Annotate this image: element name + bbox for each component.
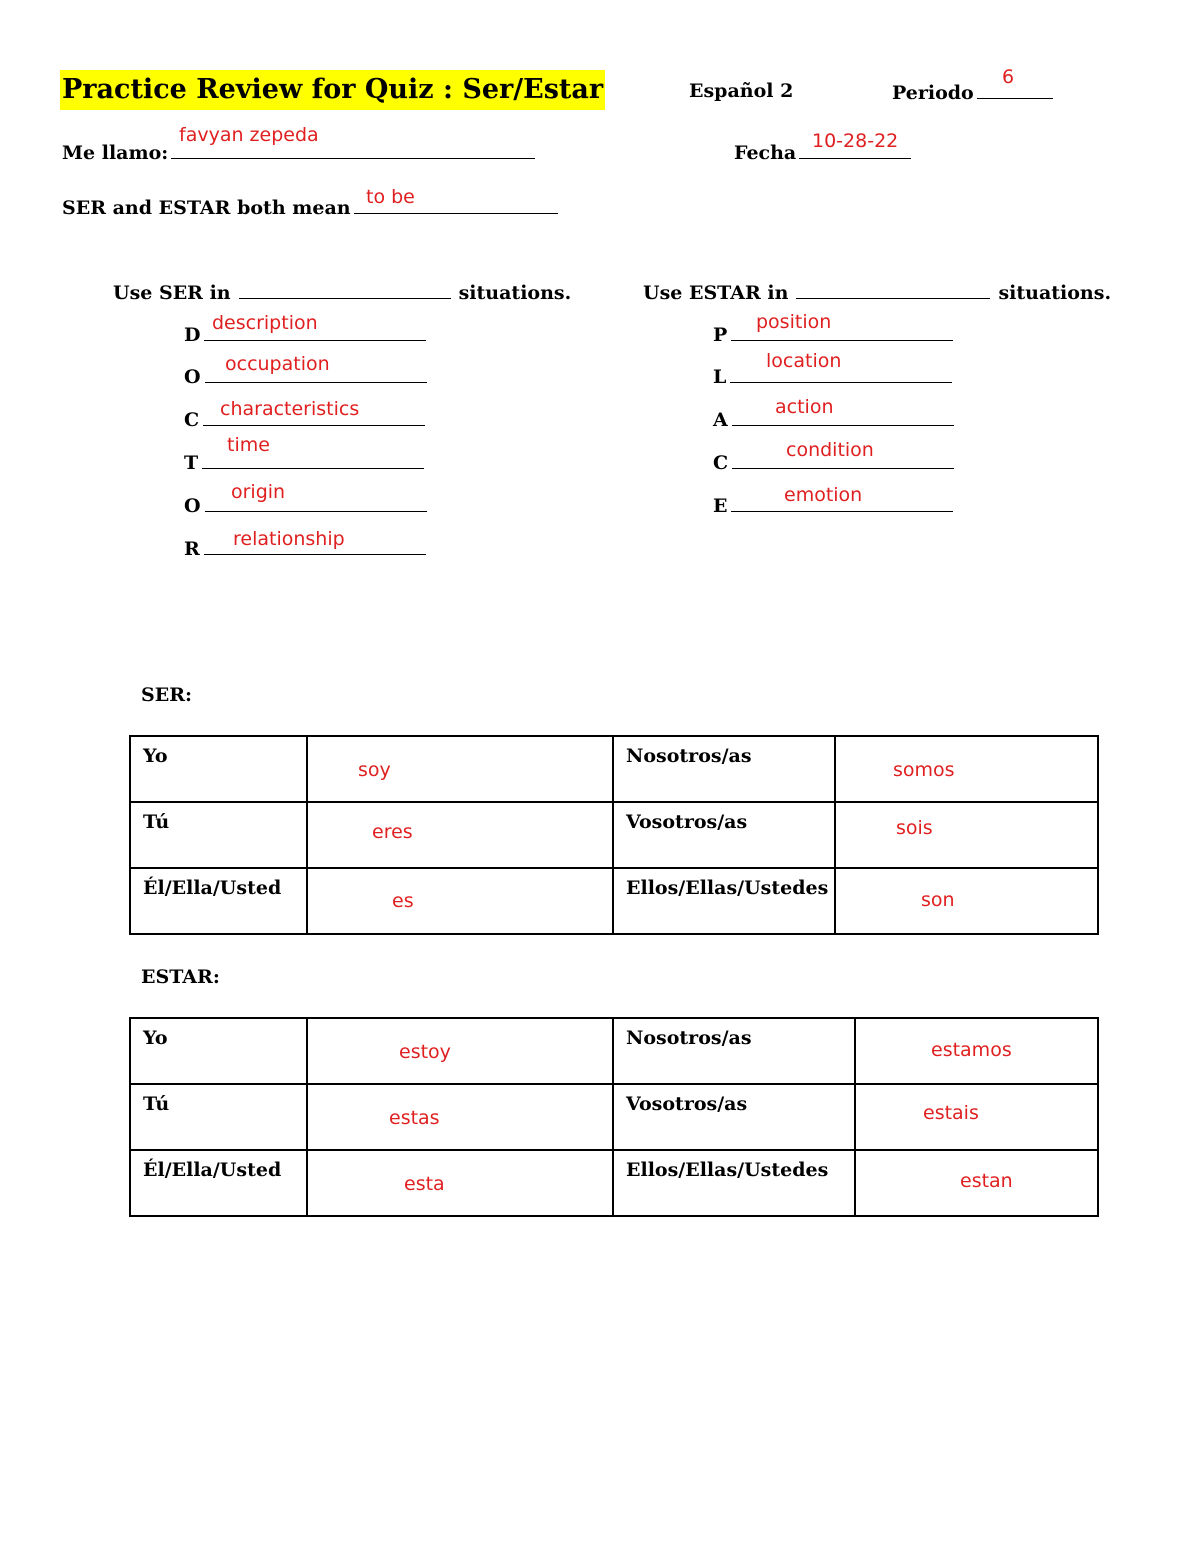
ser-table-heading: SER:	[141, 684, 193, 706]
meaning-label: SER and ESTAR both mean	[62, 197, 351, 219]
pronoun-cell: Vosotros/as	[613, 802, 835, 868]
ser-use-answer: time	[227, 434, 270, 456]
estar-conjugation-table	[129, 1017, 1099, 1217]
estar-use-letter: C	[713, 452, 729, 474]
pronoun-cell: Ellos/Ellas/Ustedes	[613, 868, 835, 934]
ser-use-answer: characteristics	[220, 398, 360, 420]
estar-uses-heading	[643, 280, 1111, 304]
answer-text: estamos	[931, 1039, 1012, 1061]
table-row	[130, 1084, 1098, 1150]
answer-text: estan	[960, 1170, 1013, 1192]
pronoun-cell: Ellos/Ellas/Ustedes	[613, 1150, 855, 1216]
ser-use-letter: T	[184, 452, 199, 474]
answer-cell[interactable]	[835, 736, 1098, 802]
estar-use-blank[interactable]	[732, 407, 954, 426]
period-label: Periodo	[892, 82, 974, 104]
estar-use-answer: condition	[786, 439, 874, 461]
answer-cell[interactable]	[307, 736, 613, 802]
table-row	[130, 802, 1098, 868]
table-row	[130, 1150, 1098, 1216]
answer-cell[interactable]	[835, 868, 1098, 934]
estar-uses-blank[interactable]	[796, 280, 990, 299]
answer-cell[interactable]	[307, 802, 613, 868]
date-label: Fecha	[734, 142, 797, 164]
meaning-answer: to be	[366, 186, 415, 208]
pronoun-cell: Él/Ella/Usted	[130, 868, 307, 934]
pronoun-cell: Yo	[130, 736, 307, 802]
answer-text: son	[921, 889, 955, 911]
answer-cell[interactable]	[835, 802, 1098, 868]
period-blank[interactable]	[977, 80, 1053, 99]
estar-use-item	[713, 407, 957, 431]
answer-text: esta	[404, 1173, 445, 1195]
estar-use-answer: position	[756, 311, 832, 333]
period-field	[892, 80, 1056, 104]
period-answer: 6	[1002, 66, 1015, 88]
estar-use-answer: action	[775, 396, 834, 418]
ser-uses-heading	[113, 280, 571, 304]
answer-cell[interactable]	[307, 1150, 613, 1216]
ser-use-answer: description	[212, 312, 318, 334]
answer-text: estoy	[399, 1041, 451, 1063]
ser-uses-lead: Use SER in	[113, 282, 231, 304]
ser-uses-blank[interactable]	[239, 280, 451, 299]
estar-use-answer: emotion	[784, 484, 863, 506]
answer-text: soy	[358, 759, 391, 781]
ser-use-letter: C	[184, 409, 200, 431]
table-row	[130, 736, 1098, 802]
answer-text: es	[392, 890, 414, 912]
name-answer: favyan zepeda	[179, 124, 319, 146]
meaning-field	[62, 195, 561, 219]
course-label: Español 2	[689, 80, 794, 102]
answer-cell[interactable]	[307, 1018, 613, 1084]
ser-conjugation-table	[129, 735, 1099, 935]
estar-uses-tail: situations.	[998, 282, 1112, 304]
answer-cell[interactable]	[855, 1018, 1098, 1084]
date-answer: 10-28-22	[812, 130, 899, 152]
answer-text: estais	[923, 1102, 979, 1124]
answer-cell[interactable]	[307, 868, 613, 934]
answer-text: sois	[896, 817, 933, 839]
answer-cell[interactable]	[855, 1084, 1098, 1150]
pronoun-cell: Él/Ella/Usted	[130, 1150, 307, 1216]
answer-cell[interactable]	[855, 1150, 1098, 1216]
ser-use-letter: D	[184, 324, 201, 346]
pronoun-cell: Tú	[130, 802, 307, 868]
ser-use-answer: occupation	[225, 353, 330, 375]
estar-use-letter: P	[713, 324, 728, 346]
estar-uses-lead: Use ESTAR in	[643, 282, 789, 304]
ser-use-answer: origin	[231, 481, 286, 503]
pronoun-cell: Nosotros/as	[613, 1018, 855, 1084]
estar-use-letter: A	[713, 409, 728, 431]
estar-use-letter: E	[713, 495, 728, 517]
ser-use-item	[184, 450, 427, 474]
pronoun-cell: Vosotros/as	[613, 1084, 855, 1150]
ser-use-item	[184, 493, 430, 517]
pronoun-cell: Tú	[130, 1084, 307, 1150]
ser-use-letter: O	[184, 495, 201, 517]
name-label: Me llamo:	[62, 142, 169, 164]
pronoun-cell: Yo	[130, 1018, 307, 1084]
ser-use-answer: relationship	[233, 528, 345, 550]
answer-cell[interactable]	[307, 1084, 613, 1150]
answer-text: estas	[389, 1107, 440, 1129]
ser-uses-tail: situations.	[458, 282, 572, 304]
table-row	[130, 1018, 1098, 1084]
estar-use-letter: L	[713, 366, 727, 388]
answer-text: eres	[372, 821, 413, 843]
estar-use-item	[713, 322, 956, 346]
answer-text: somos	[893, 759, 955, 781]
estar-use-answer: location	[766, 350, 842, 372]
table-row	[130, 868, 1098, 934]
estar-table-heading: ESTAR:	[141, 966, 220, 988]
ser-use-letter: O	[184, 366, 201, 388]
page-title: Practice Review for Quiz : Ser/Estar	[60, 70, 605, 110]
pronoun-cell: Nosotros/as	[613, 736, 835, 802]
ser-use-letter: R	[184, 538, 200, 560]
